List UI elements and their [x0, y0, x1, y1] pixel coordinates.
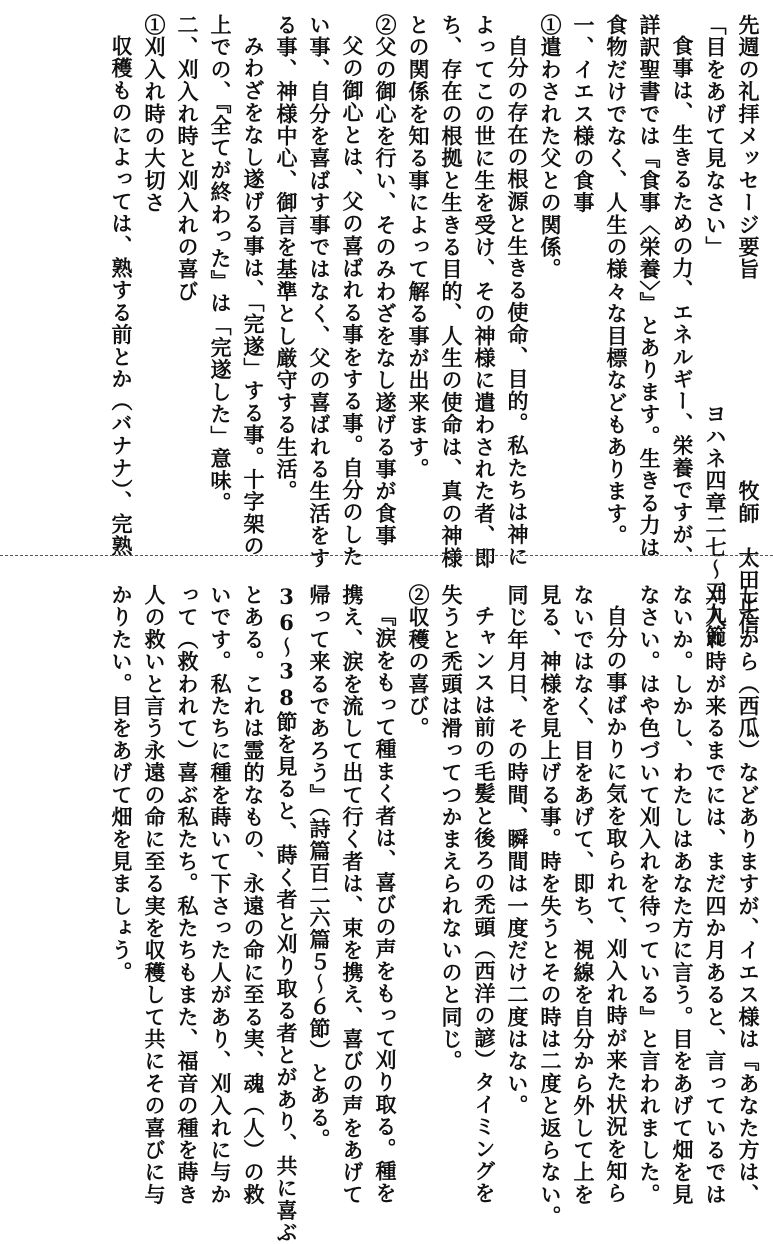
upper-text-line: 一、イエス様の食事: [571, 14, 596, 214]
upper-text-line: 詳訳聖書では『食事〈栄養〉』とあります。生きる力は: [637, 14, 662, 559]
lower-text-line: してから（西瓜）などありますが、イエス様は『あなた方は、: [736, 584, 761, 1206]
lower-text-line: 36〜38節を見ると、蒔く者と刈り取る者とがあり、共に喜ぶ: [274, 584, 299, 1244]
upper-text-line: との関係を知る事によって解る事が出来ます。: [406, 14, 431, 481]
upper-text-column: [5, 14, 765, 648]
lower-text-line: ないか。しかし、わたしはあなた方に言う。目をあげて畑を見: [670, 584, 695, 1206]
upper-text-line: い事、自分を喜ばす事ではなく、父の喜ばれる生活をす: [307, 14, 332, 569]
upper-text-line: 収穫ものによっては、熟する前とか（バナナ）、完熟: [109, 35, 134, 558]
lower-text-line: 『涙をもって種まく者は、喜びの声をもって刈り取る。種を: [373, 605, 398, 1205]
lower-text-line: とある。これは霊的なもの、永遠の命に至る実、魂（人）の救: [241, 584, 266, 1206]
lower-text-line: かりたい。目をあげて畑を見ましょう。: [109, 584, 134, 984]
upper-text-line: 食事は、生きるための力、エネルギー、栄養ですが、: [670, 35, 695, 568]
lower-text-line: チャンスは前の毛髪と後ろの禿頭（西洋の諺）タイミングを: [472, 605, 497, 1205]
upper-text-line: 二、刈入れ時と刈入れの喜び: [175, 14, 200, 303]
lower-text-column: [5, 584, 765, 1244]
lower-text-line: 失うと禿頭は滑ってつかまえられないのと同じ。: [439, 584, 464, 1073]
upper-text-line: 上での、『全てが終わった』は「完遂した」意味。: [208, 14, 233, 515]
upper-text-line: みわざをなし遂げる事は、「完遂」する事。十字架の: [241, 35, 266, 558]
upper-text-line: 先週の礼拝メッセージ要旨 牧師 太田正信: [736, 14, 761, 636]
upper-text-line: る事、神様中心、御言を基準とし厳守する生活。: [274, 14, 299, 503]
lower-text-line: 見る、神様を見上げる事。時を失うとその時は二度と返らない。: [538, 584, 563, 1228]
upper-text-line: よってこの世に生を受け、その神様に遣わされた者、即: [472, 14, 497, 569]
lower-text-line: ないではなく、目をあげて、即ち、視線を自分から外して上を: [571, 584, 596, 1206]
upper-text-line: 「目をあげて見なさい」 ヨハネ四章二七〜三九節: [703, 14, 728, 648]
lower-text-line: 帰って来るであろう』（詩篇百二六篇５〜６節）とある。: [307, 584, 332, 1151]
upper-text-line: ②父の御心を行い、そのみわざをなし遂げる事が食事: [373, 14, 398, 547]
lower-text-line: 人の救いと言う永遠の命に至る実を収穫して共にその喜びに与: [142, 584, 167, 1206]
lower-text-line: 同じ年月日、その時間、瞬間は一度だけ二度はない。: [505, 584, 530, 1117]
upper-text-line: ①刈入れ時の大切さ: [142, 14, 167, 214]
lower-text-line: 自分の事ばかりに気を取られて、刈入れ時が来た状況を知ら: [604, 605, 629, 1205]
upper-text-line: 父の御心とは、父の喜ばれる事をする事。自分のした: [340, 35, 365, 568]
lower-text-line: 携え、涙を流して出て行く者は、束を携え、喜びの声をあげて: [340, 584, 365, 1206]
lower-text-line: いです。私たちに種を蒔いて下さった人があり、刈入れに与か: [208, 584, 233, 1206]
lower-text-line: なさい。はや色づいて刈入れを待っている』と言われました。: [637, 584, 662, 1206]
section-divider: [0, 555, 773, 556]
upper-text-line: 自分の存在の根源と生きる使命、目的。私たちは神に: [505, 35, 530, 568]
upper-text-line: 食物だけでなく、人生の様々な目標などもあります。: [604, 14, 629, 547]
lower-text-line: って（救われて）喜ぶ私たち。私たちもまた、福音の種を蒔き: [175, 584, 200, 1206]
upper-text-line: ち、存在の根拠と生きる目的、人生の使命は、真の神様: [439, 14, 464, 569]
lower-text-line: 刈入れ時が来るまでには、まだ四か月あると、言っているでは: [703, 584, 728, 1206]
upper-text-line: ①遣わされた父との関係。: [538, 14, 563, 281]
lower-text-line: ②収穫の喜び。: [406, 584, 431, 740]
